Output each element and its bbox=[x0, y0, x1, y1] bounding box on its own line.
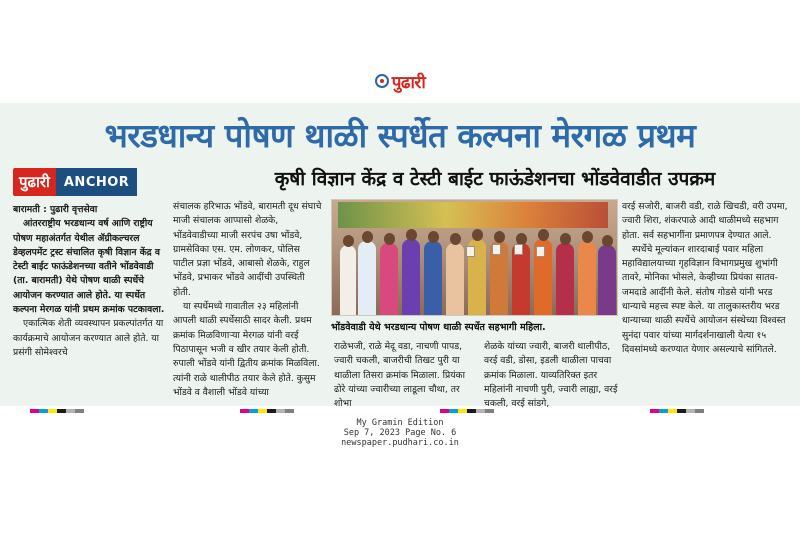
headline: भरडधान्य पोषण थाळी स्पर्धेत कल्पना मेरगळ प्रथम bbox=[104, 116, 696, 155]
photo-person bbox=[358, 241, 376, 315]
photo-person bbox=[380, 243, 398, 315]
photo-person bbox=[424, 241, 442, 315]
article-paragraph: वरई सजोरी, बाजरी वडी, राळे खिचडी, वरी उपमा, ज्वारी शिरा, शंकरपाळे आदी थाळीमध्ये सहभाग होता. सर्व सहभागींना प्रमाणपत्र देण्यात आले. bbox=[622, 201, 788, 241]
logo-text: पुढारी bbox=[391, 72, 426, 93]
edition-info bbox=[300, 418, 500, 448]
article-paragraph: या स्पर्धेमध्ये गावातील २३ महिलांनी आपली थाळी स्पर्धेसाठी सादर केली. प्रथम क्रमांक मिळविणाऱ्या मेरगळ यांनी वरई पिठापासून भजी व खीर तयार केली होती. रुपाली भोंडवे यांनी द्वितीय क्रमांक मिळविला. त्यांनी राळे थालीपीठ तयार केले होते. कुसुम भोंडवे व वैशाली भोंडवे यांच्या bbox=[173, 301, 320, 398]
badge-brand: पुढारी bbox=[13, 168, 56, 196]
color-swatch bbox=[249, 409, 258, 413]
color-swatch bbox=[39, 409, 48, 413]
color-swatch bbox=[276, 409, 285, 413]
article-paragraph: संचालक हरिभाऊ भोंडवे, बारामती दूध संघाचे माजी संचालक आप्पासो शेळके, भोंडवेवाडीच्या माजी सरपंच उषा भोंडवे, ग्रामसेविका एस. एम. लोणकर, पोलिस पाटील प्रज्ञा भोंडवे, आबासो शेळके, राहुल भोंडवे, प्रभाकर भोंडवे आदींची उपस्थिती होती. bbox=[173, 201, 322, 298]
photo-person bbox=[402, 239, 420, 315]
photo-caption: भोंडवेवाडी येथे भरडधान्य पोषण थाळी स्पर्धेत सहभागी महिला. bbox=[331, 322, 546, 333]
color-swatch bbox=[75, 409, 84, 413]
masthead bbox=[0, 66, 800, 96]
color-swatch bbox=[240, 409, 249, 413]
pudhari-logo bbox=[375, 70, 426, 93]
article-paragraph: आंतरराष्ट्रीय भरडधान्य वर्ष आणि राष्ट्रीय पोषण महाअंतर्गत येथील ॲग्रीकल्चरल डेव्हलपमेंट ट्रस्ट संचालित कृषी विज्ञान केंद्र व टेस्टी बाईट फाऊंडेशनच्या वतीने भोंडवेवाडी (ता. बारामती) येथे पोषण थाळी स्पर्धेचे आयोजन करण्यात आले होते. या स्पर्धेत कल्पना मेरगळ यांनी प्रथम क्रमांक पटकावला. bbox=[13, 218, 165, 316]
color-swatch bbox=[458, 409, 467, 413]
article-paragraph: स्पर्धेचे मूल्यांकन शारदाबाई पवार महिला महाविद्यालयाच्या गृहविज्ञान विभागप्रमुख शुभांगी तावरे, मोनिका भोसले, केव्हीच्या प्रियंका सातव-जमदाडे आदींनी केले. संतोष गोडसे यांनी भरड धान्याचे महत्त्व स्पष्ट केले. या तालुकास्तरीय भरड धान्याच्या थाळी स्पर्धेचे आयोजन संस्थेच्या विश्वस्त सुनंदा पवार यांच्या मार्गदर्शनाखाली येत्या १५ दिवसांमध्ये करण्यात येणार असल्याचे सांगितले. bbox=[622, 243, 786, 355]
event-banner bbox=[338, 202, 608, 228]
color-swatch bbox=[677, 409, 686, 413]
registration-color-bar bbox=[440, 409, 494, 413]
color-swatch bbox=[668, 409, 677, 413]
color-swatch bbox=[467, 409, 476, 413]
certificate bbox=[514, 244, 523, 255]
article-column-4 bbox=[334, 340, 479, 410]
badge-label: ANCHOR bbox=[56, 168, 137, 196]
anchor-badge bbox=[13, 168, 163, 196]
color-swatch bbox=[476, 409, 485, 413]
color-swatch bbox=[659, 409, 668, 413]
color-swatch bbox=[485, 409, 494, 413]
color-swatch bbox=[285, 409, 294, 413]
article-column-2 bbox=[173, 200, 323, 396]
registration-color-bar bbox=[240, 409, 294, 413]
color-swatch bbox=[695, 409, 704, 413]
article-column-5 bbox=[484, 340, 620, 410]
color-swatch bbox=[267, 409, 276, 413]
edition-name: My Gramin Edition bbox=[356, 418, 444, 428]
article-column-3 bbox=[622, 200, 794, 396]
photo-person bbox=[446, 243, 464, 315]
article-paragraph: शेळके यांच्या ज्वारी, बाजरी थालीपीठ, वरई वडी, डोसा, इडली थाळीला पाचवा क्रमांक मिळाला. याव्यतिरिक्त इतर महिलांनी नाचणी पुरी, ज्वारी लाह्या, वरई चकली, वरई सांडगे, bbox=[484, 341, 618, 410]
edition-url[interactable]: newspaper.pudhari.co.in bbox=[341, 438, 459, 448]
article-paragraph: एकात्मिक शेती व्यवस्थापन प्रकल्पांतर्गत या कार्यक्रमाचे आयोजन करण्यात आले होते. या प्रसंगी सोमेश्वरचे bbox=[13, 318, 164, 358]
photo-person bbox=[598, 245, 616, 315]
registration-color-bar bbox=[650, 409, 704, 413]
logo-emblem-icon bbox=[375, 74, 389, 88]
color-swatch bbox=[440, 409, 449, 413]
color-swatch bbox=[686, 409, 695, 413]
dateline: बारामती : पुढारी वृत्तसेवा bbox=[13, 204, 98, 215]
color-swatch bbox=[258, 409, 267, 413]
color-swatch bbox=[66, 409, 75, 413]
article-paragraph: राळेभजी, राळे मेदू वडा, नाचणी पापड, ज्वारी चकली, बाजरीची तिखट पुरी या थाळीला तिसरा क्रमांक मिळाला. प्रियंका ढोरे यांच्या ज्वारीच्या लाडूला चौथा, तर शोभा bbox=[334, 341, 465, 410]
edition-date: Sep 7, 2023 Page No. 6 bbox=[343, 428, 457, 438]
certificate bbox=[466, 246, 475, 257]
color-swatch bbox=[48, 409, 57, 413]
article-column-1 bbox=[13, 203, 165, 393]
color-swatch bbox=[57, 409, 66, 413]
subheadline: कृषी विज्ञान केंद्र व टेस्टी बाईट फाऊंडेशनचा भोंडवेवाडीत उपक्रम bbox=[274, 168, 716, 190]
photo-person bbox=[556, 243, 574, 315]
certificate bbox=[536, 246, 545, 257]
color-swatch bbox=[650, 409, 659, 413]
photo-person bbox=[578, 241, 596, 315]
color-swatch bbox=[30, 409, 39, 413]
color-swatch bbox=[449, 409, 458, 413]
certificate bbox=[492, 244, 501, 255]
event-photo bbox=[331, 199, 618, 316]
photo-person bbox=[340, 245, 356, 315]
registration-color-bar bbox=[30, 409, 84, 413]
